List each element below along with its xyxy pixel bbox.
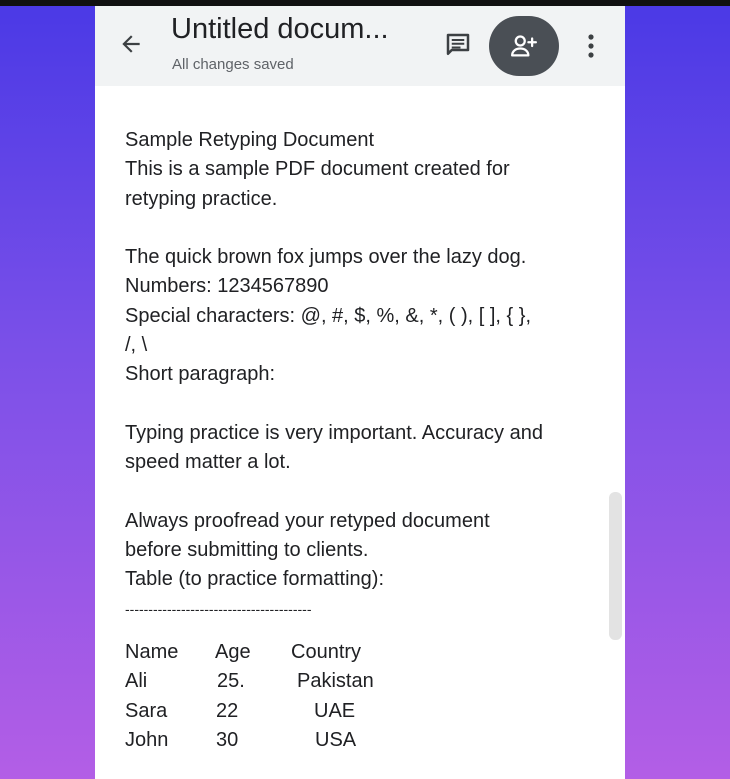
document-title[interactable]: Untitled docum... [171,13,389,45]
app-bar [95,6,625,86]
table-cell-age: 22 [216,699,239,722]
table-header-age: Age [215,641,251,664]
table-header-name: Name [125,641,179,664]
scrollbar-thumb[interactable] [609,492,622,640]
more-options-button[interactable] [579,26,603,66]
doc-table-heading: Table (to practice formatting): [125,568,384,591]
doc-divider: ---------------------------------------- [125,600,312,617]
doc-numbers: Numbers: 1234567890 [125,275,329,298]
back-button[interactable] [113,26,149,62]
table-header-country: Country [291,641,362,664]
table-cell-country: UAE [314,699,356,722]
doc-short-heading: Short paragraph: [125,363,276,386]
table-cell-age: 30 [216,728,239,751]
doc-intro-line-1: This is a sample PDF document created for [125,158,510,181]
table-cell-name: John [125,728,169,751]
document-body[interactable] [125,126,605,755]
blank-line [125,478,605,507]
doc-paragraph-2-line-2: before submitting to clients. [125,539,369,562]
document-screen [95,6,625,779]
doc-paragraph-1-line-1: Typing practice is very important. Accuracy and [125,421,543,444]
doc-pangram: The quick brown fox jumps over the lazy dog. [125,246,527,269]
share-button[interactable] [489,16,559,76]
table-row [125,697,605,726]
blank-line [125,390,605,419]
doc-paragraph-1-line-2: speed matter a lot. [125,451,291,474]
blank-line [125,624,605,638]
table-cell-name: Ali [125,670,148,693]
table-row [125,726,605,755]
doc-special-line-2: /, \ [125,334,148,357]
table-row [125,667,605,696]
table-cell-country: USA [315,728,357,751]
table-cell-age: 25. [217,670,245,693]
table-header-row [125,638,605,667]
more-vertical-icon [587,33,595,59]
comment-button[interactable] [441,28,475,62]
table-cell-name: Sara [125,699,168,722]
table-cell-country: Pakistan [297,670,374,693]
doc-special-line-1: Special characters: @, #, $, %, &, *, ( ), [ ], { }, [125,304,532,327]
doc-heading: Sample Retyping Document [125,129,375,151]
add-person-icon [509,31,539,61]
doc-paragraph-2-line-1: Always proofread your retyped document [125,509,490,532]
comment-icon [443,30,473,60]
arrow-back-icon [118,31,144,57]
save-status: All changes saved [172,56,294,73]
blank-line [125,214,605,243]
doc-intro-line-2: retyping practice. [125,187,278,210]
